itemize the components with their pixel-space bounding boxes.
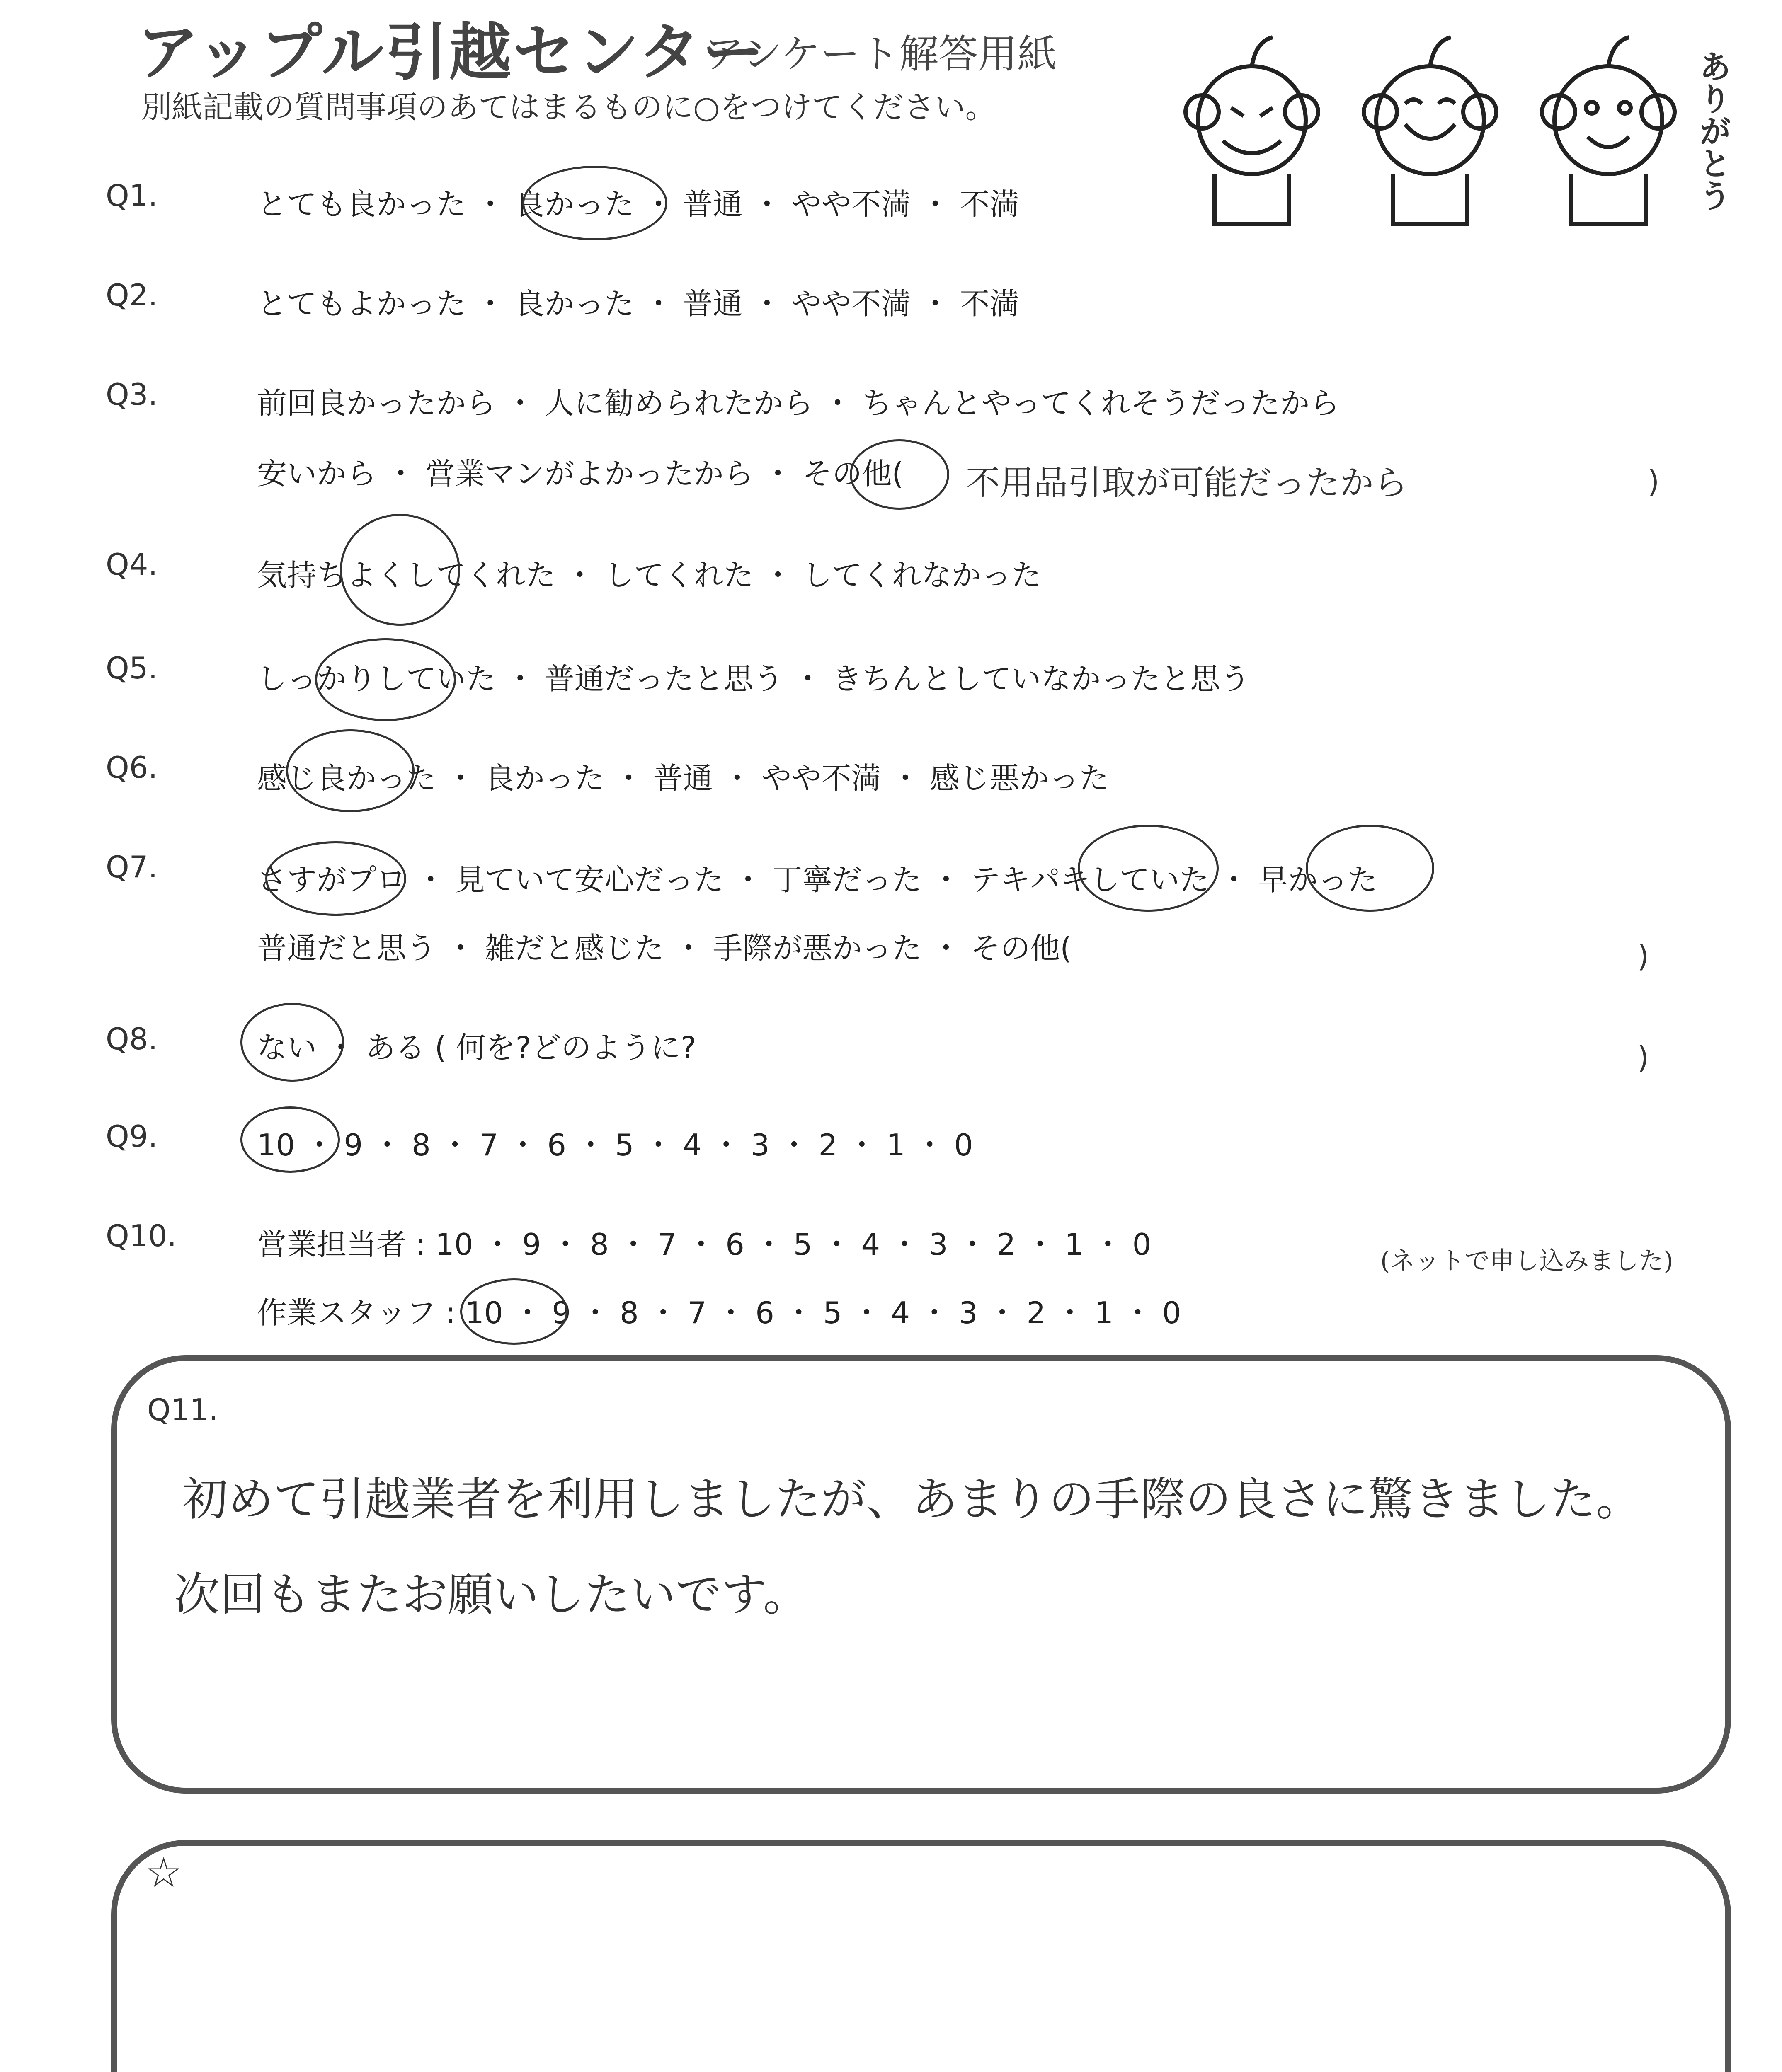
- q10-answer-circle: [460, 1278, 568, 1345]
- q10-label: Q10.: [106, 1218, 177, 1253]
- q3-label: Q3.: [106, 377, 158, 412]
- q6-label: Q6.: [106, 750, 158, 785]
- q7-answer-circle-3: [1306, 825, 1434, 912]
- q3-options-line1: 前回良かったから ・ 人に勧められたから ・ ちゃんとやってくれそうだったから: [257, 386, 1340, 421]
- q7-answer-circle-2: [1078, 825, 1219, 912]
- q2-options: とてもよかった ・ 良かった ・ 普通 ・ やや不満 ・ 不満: [257, 286, 1020, 321]
- q1-options: とても良かった ・ 良かった ・ 普通 ・ やや不満 ・ 不満: [257, 187, 1020, 222]
- q1-label: Q1.: [106, 178, 158, 213]
- q11-comment-line1: 初めて引越業者を利用しましたが、あまりの手際の良さに驚きました。: [182, 1473, 1641, 1526]
- q4-options: 気持ちよくしてくれた ・ してくれた ・ してくれなかった: [257, 558, 1041, 593]
- q1-answer-circle: [522, 166, 667, 240]
- q5-label: Q5.: [106, 651, 158, 685]
- instruction-text: 別紙記載の質問事項のあてはまるものに○をつけてください。: [141, 90, 996, 125]
- q8-answer-circle: [240, 1003, 344, 1082]
- q5-options: しっかりしていた ・ 普通だったと思う ・ きちんとしていなかったと思う: [257, 661, 1250, 696]
- q6-answer-circle: [286, 729, 415, 812]
- q3-close-paren: ): [1648, 464, 1660, 499]
- q7-close-paren: ): [1637, 939, 1649, 973]
- thanks-text: ありがとう: [1694, 50, 1731, 211]
- q9-scale: 10 ・ 9 ・ 8 ・ 7 ・ 6 ・ 5 ・ 4 ・ 3 ・ 2 ・ 1 ・ 0: [257, 1128, 973, 1162]
- star-comment-box: [111, 1840, 1731, 2072]
- q7-options-line2: 普通だと思う ・ 雑だと感じた ・ 手際が悪かった ・ その他(: [257, 931, 1072, 966]
- q2-label: Q2.: [106, 278, 158, 312]
- form-subtitle: アンケート解答用紙: [705, 31, 1057, 77]
- q5-answer-circle: [315, 638, 456, 721]
- q8-label: Q8.: [106, 1021, 158, 1056]
- star-icon: ☆: [145, 1848, 182, 1897]
- q8-options: ない ・ ある ( 何を?どのように?: [257, 1030, 697, 1065]
- q7-answer-circle-1: [265, 841, 406, 916]
- q6-options: 感じ良かった ・ 良かった ・ 普通 ・ やや不満 ・ 感じ悪かった: [257, 761, 1109, 796]
- q7-label: Q7.: [106, 850, 158, 884]
- q3-answer-circle: [850, 439, 949, 510]
- q7-options-line1: さすがプロ ・ 見ていて安心だった ・ 丁寧だった ・ テキパキしていた ・ 早かった: [257, 862, 1378, 897]
- q9-label: Q9.: [106, 1119, 158, 1154]
- q10-staff-scale: 作業スタッフ : 10 ・ 9 ・ 8 ・ 7 ・ 6 ・ 5 ・ 4 ・ 3 ・ 2 ・ 1 ・ 0: [257, 1295, 1181, 1330]
- q4-answer-circle: [340, 514, 460, 626]
- q8-close-paren: ): [1637, 1040, 1649, 1075]
- q9-answer-circle: [240, 1106, 340, 1173]
- q10-note: (ネットで申し込みました): [1380, 1247, 1673, 1276]
- q4-label: Q4.: [106, 547, 158, 582]
- q11-label: Q11.: [147, 1392, 218, 1427]
- q3-options-line2: 安いから ・ 営業マンがよかったから ・ その他(: [257, 456, 904, 491]
- q10-sales-scale: 営業担当者 : 10 ・ 9 ・ 8 ・ 7 ・ 6 ・ 5 ・ 4 ・ 3 ・ 2 ・ 1 ・ 0: [257, 1227, 1152, 1262]
- q11-comment-line2: 次回もまたお願いしたいです。: [174, 1568, 809, 1621]
- monkey-mascots-illustration: [1156, 17, 1737, 240]
- company-title: アップル引越センター: [137, 17, 766, 89]
- q3-other-note: 不用品引取が可能だったから: [966, 463, 1408, 503]
